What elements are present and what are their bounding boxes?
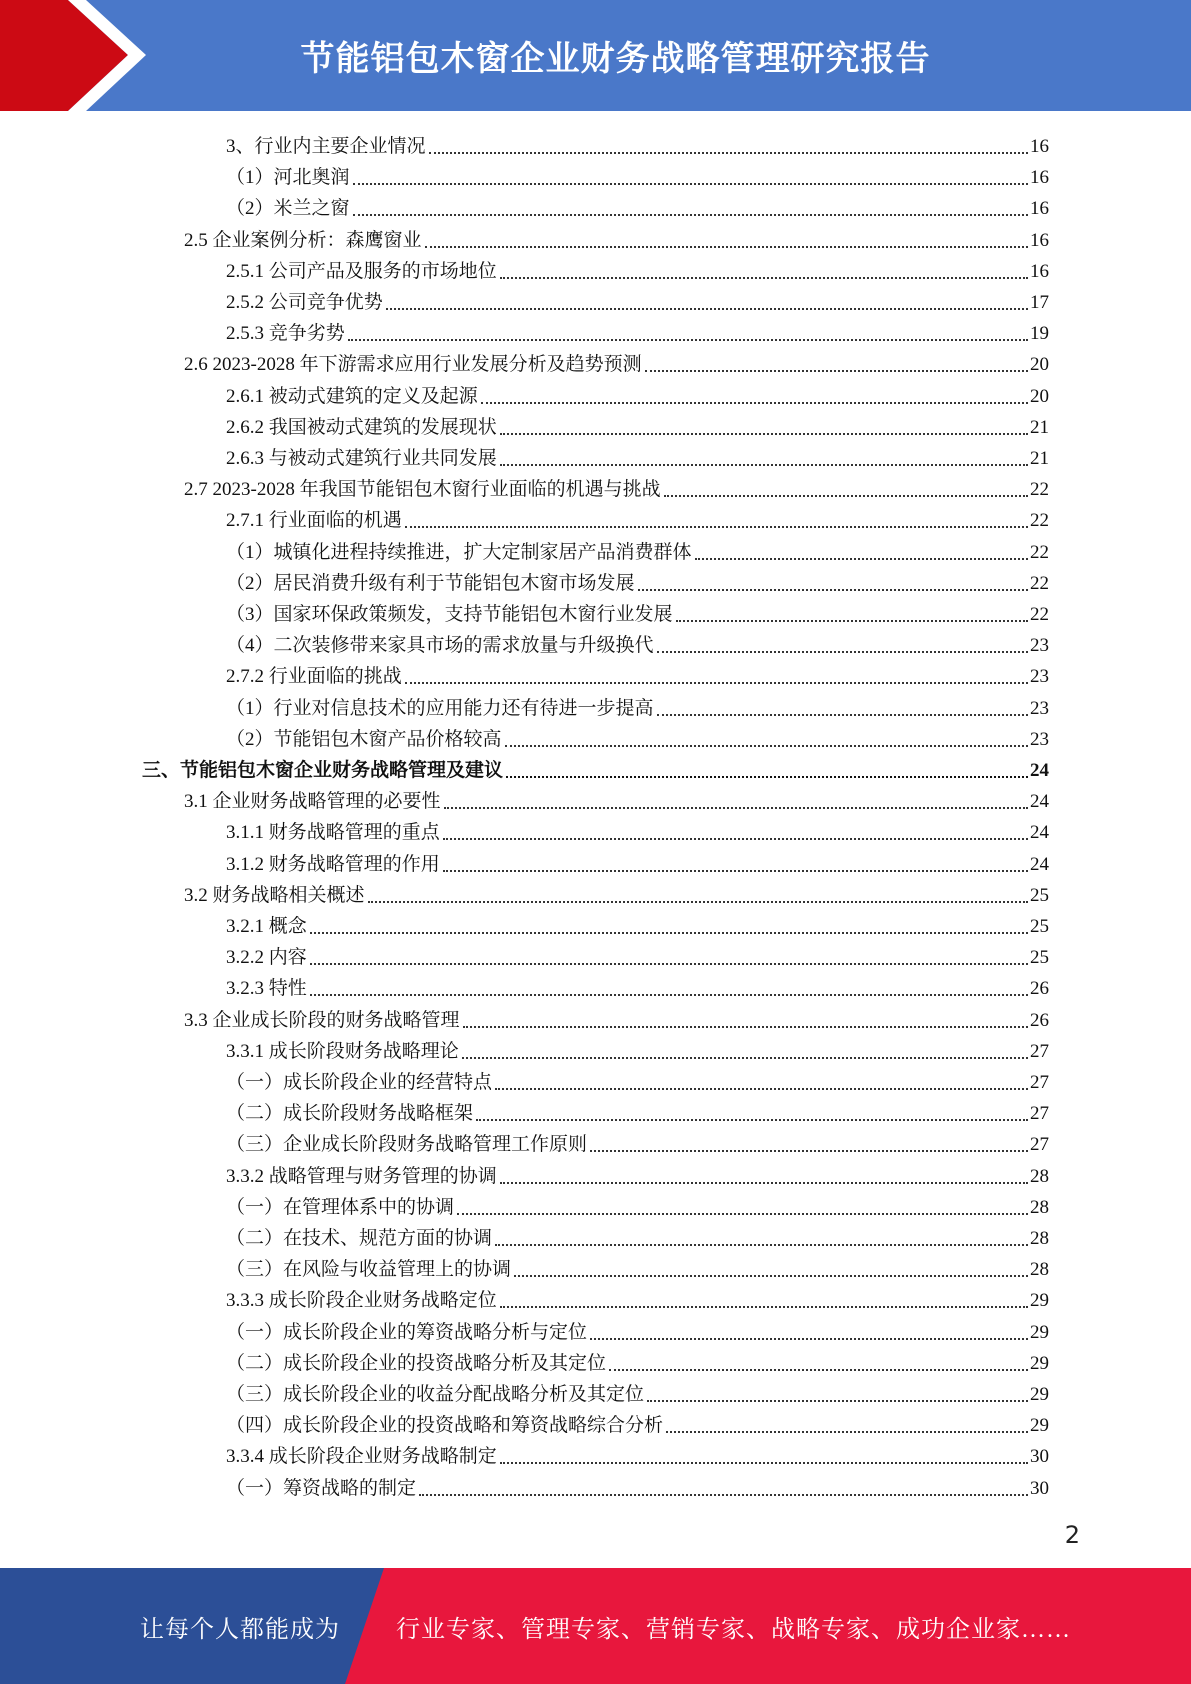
toc-dot-leader [481, 402, 1028, 404]
toc-dot-leader [353, 214, 1028, 216]
page-number: 2 [1064, 1521, 1080, 1549]
toc-entry-page: 27 [1030, 1134, 1049, 1156]
toc-entry-page: 22 [1030, 510, 1049, 532]
toc-entry-page: 29 [1030, 1384, 1049, 1405]
toc-dot-leader [500, 277, 1028, 279]
toc-entry[interactable] [226, 565, 1049, 596]
toc-dot-leader [443, 870, 1028, 872]
toc-entry[interactable] [226, 534, 1049, 565]
toc-entry[interactable] [226, 1126, 1049, 1157]
toc-entry-label: 3.3.2 战略管理与财务管理的协调 [226, 1165, 497, 1187]
toc-entry-label: 3.3 企业成长阶段的财务战略管理 [184, 1009, 460, 1031]
toc-entry-page: 26 [1030, 1009, 1049, 1031]
toc-entry[interactable] [226, 658, 1049, 689]
toc-dot-leader [463, 1026, 1028, 1028]
toc-entry-page: 29 [1030, 1321, 1049, 1343]
toc-entry-label: （一）成长阶段企业的筹资战略分析与定位 [226, 1321, 588, 1343]
toc-entry[interactable] [226, 1033, 1049, 1064]
toc-dot-leader [348, 339, 1028, 341]
toc-entry-page: 16 [1030, 136, 1049, 157]
toc-entry-page: 25 [1030, 947, 1049, 969]
toc-entry-label: 2.5.1 公司产品及服务的市场地位 [226, 260, 497, 282]
toc-entry[interactable] [184, 222, 1049, 253]
toc-entry[interactable] [184, 783, 1049, 814]
toc-entry[interactable] [226, 1470, 1049, 1501]
toc-entry-label: 3.1.1 财务战略管理的重点 [226, 822, 440, 844]
toc-entry[interactable] [226, 502, 1049, 533]
toc-entry-page: 29 [1030, 1290, 1049, 1312]
toc-entry-page: 22 [1030, 541, 1049, 563]
toc-entry[interactable] [226, 596, 1049, 627]
toc-entry[interactable] [226, 1189, 1049, 1220]
toc-entry-page: 19 [1030, 323, 1049, 345]
toc-dot-leader [590, 1338, 1028, 1340]
toc-entry[interactable] [226, 1220, 1049, 1251]
toc-entry-page: 16 [1030, 167, 1049, 189]
toc-entry[interactable] [226, 1345, 1049, 1376]
toc-dot-leader [609, 1369, 1028, 1371]
toc-entry-page: 29 [1030, 1352, 1049, 1374]
footer-slogan-right: 行业专家、管理专家、营销专家、战略专家、成功企业家…… [396, 1616, 1071, 1643]
toc-dot-leader [500, 464, 1028, 466]
toc-entry[interactable] [226, 1064, 1049, 1095]
toc-entry-label: 3.1 企业财务战略管理的必要性 [184, 791, 441, 813]
toc-entry-page: 22 [1030, 572, 1049, 594]
toc-entry-label: 3.2.3 特性 [226, 978, 307, 1000]
toc-entry[interactable] [184, 877, 1049, 908]
toc-entry[interactable] [226, 128, 1049, 159]
toc-entry-label: 3、行业内主要企业情况 [226, 136, 426, 157]
toc-entry-page: 20 [1030, 385, 1049, 407]
toc-entry[interactable] [226, 690, 1049, 721]
toc-entry-label: 2.5 企业案例分析：森鹰窗业 [184, 229, 422, 251]
toc-entry[interactable] [184, 346, 1049, 377]
toc-entry[interactable] [226, 1251, 1049, 1282]
toc-dot-leader [353, 183, 1028, 185]
toc-dot-leader [386, 308, 1028, 310]
toc-entry-label: 3.2.1 概念 [226, 916, 307, 937]
toc-entry-page: 23 [1030, 666, 1049, 688]
toc-entry-label: （一）在管理体系中的协调 [226, 1196, 455, 1218]
toc-entry[interactable] [226, 627, 1049, 658]
toc-entry[interactable] [226, 1438, 1049, 1469]
toc-dot-leader [444, 807, 1028, 809]
toc-entry[interactable] [226, 1376, 1049, 1407]
toc-entry-page: 27 [1030, 1040, 1049, 1062]
toc-entry[interactable] [226, 939, 1049, 970]
toc-entry[interactable] [142, 752, 1049, 783]
toc-entry-label: （二）在技术、规范方面的协调 [226, 1228, 493, 1249]
toc-entry-label: （1）河北奥润 [226, 167, 350, 189]
toc-entry-label: （二）成长阶段企业的投资战略分析及其定位 [226, 1352, 607, 1374]
toc-dot-leader [506, 776, 1028, 778]
toc-entry-page: 27 [1030, 1072, 1049, 1093]
toc-entry-label: （二）成长阶段财务战略框架 [226, 1103, 474, 1125]
toc-dot-leader [368, 901, 1028, 903]
toc-entry-label: 2.7.1 行业面临的机遇 [226, 510, 402, 532]
toc-entry-label: 2.7.2 行业面临的挑战 [226, 666, 402, 688]
toc-entry-label: 2.7 2023-2028 年我国节能铝包木窗行业面临的机遇与挑战 [184, 479, 661, 501]
toc-entry-page: 22 [1030, 604, 1049, 625]
toc-dot-leader [310, 932, 1028, 934]
toc-entry[interactable] [226, 846, 1049, 877]
toc-dot-leader [676, 620, 1028, 622]
toc-entry[interactable] [226, 1282, 1049, 1313]
toc-entry[interactable] [226, 721, 1049, 752]
toc-entry-label: 3.3.4 成长阶段企业财务战略制定 [226, 1446, 497, 1468]
toc-entry-page: 30 [1030, 1477, 1049, 1499]
toc-dot-leader [310, 963, 1028, 965]
toc-dot-leader [500, 433, 1028, 435]
report-title: 节能铝包木窗企业财务战略管理研究报告 [300, 39, 931, 79]
toc-entry-page: 24 [1030, 791, 1049, 813]
toc-entry-page: 24 [1030, 760, 1049, 781]
toc-dot-leader [462, 1057, 1028, 1059]
toc-dot-leader [657, 714, 1028, 716]
toc-dot-leader [405, 682, 1028, 684]
toc-entry-page: 27 [1030, 1103, 1049, 1125]
toc-dot-leader [590, 1150, 1028, 1152]
toc-entry[interactable] [226, 409, 1049, 440]
toc-entry-label: （三）在风险与收益管理上的协调 [226, 1259, 512, 1281]
toc-entry-page: 28 [1030, 1196, 1049, 1218]
toc-entry-page: 23 [1030, 728, 1049, 750]
toc-entry-label: （1）城镇化进程持续推进，扩大定制家居产品消费群体 [226, 541, 692, 563]
toc-entry[interactable] [226, 1095, 1049, 1126]
toc-entry-page: 26 [1030, 978, 1049, 1000]
toc-dot-leader [310, 994, 1028, 996]
toc-entry[interactable] [226, 378, 1049, 409]
toc-entry[interactable] [226, 1158, 1049, 1189]
footer-slogan-left: 让每个人都能成为 [140, 1616, 340, 1643]
toc-dot-leader [419, 1494, 1028, 1496]
toc-entry-page: 29 [1030, 1415, 1049, 1437]
toc-entry-label: （2）节能铝包木窗产品价格较高 [226, 728, 502, 750]
toc-entry[interactable] [226, 1314, 1049, 1345]
toc-dot-leader [476, 1119, 1028, 1121]
toc-entry-label: 3.3.1 成长阶段财务战略理论 [226, 1040, 459, 1062]
toc-dot-leader [495, 1088, 1028, 1090]
toc-dot-leader [443, 838, 1028, 840]
toc-entry-label: 2.5.3 竞争劣势 [226, 323, 345, 345]
toc-entry[interactable] [226, 190, 1049, 221]
toc-entry-page: 20 [1030, 354, 1049, 376]
toc-entry-page: 24 [1030, 853, 1049, 875]
toc-entry-page: 25 [1030, 884, 1049, 906]
toc-dot-leader [647, 1400, 1028, 1402]
toc-dot-leader [664, 495, 1028, 497]
toc-entry-label: （一）成长阶段企业的经营特点 [226, 1072, 493, 1093]
toc-entry-label: （四）成长阶段企业的投资战略和筹资战略综合分析 [226, 1415, 664, 1437]
toc-dot-leader [495, 1244, 1028, 1246]
toc-dot-leader [425, 246, 1028, 248]
toc-entry[interactable] [226, 440, 1049, 471]
toc-dot-leader [505, 745, 1028, 747]
toc-entry-label: 3.1.2 财务战略管理的作用 [226, 853, 440, 875]
toc-dot-leader [500, 1462, 1028, 1464]
toc-entry-label: 3.2 财务战略相关概述 [184, 884, 365, 906]
toc-entry-label: 2.6 2023-2028 年下游需求应用行业发展分析及趋势预测 [184, 354, 642, 376]
toc-dot-leader [657, 651, 1028, 653]
toc-entry-label: （一）筹资战略的制定 [226, 1477, 417, 1499]
toc-entry-page: 30 [1030, 1446, 1049, 1468]
toc-entry-page: 21 [1030, 448, 1049, 469]
toc-dot-leader [500, 1182, 1028, 1184]
toc-entry-label: （1）行业对信息技术的应用能力还有待进一步提高 [226, 697, 654, 719]
toc-dot-leader [645, 370, 1028, 372]
toc-dot-leader [429, 152, 1028, 154]
toc-entry-page: 17 [1030, 292, 1049, 313]
toc-entry-page: 16 [1030, 198, 1049, 220]
toc-dot-leader [405, 526, 1028, 528]
footer-banner [0, 1568, 1191, 1684]
toc-entry-label: （三）企业成长阶段财务战略管理工作原则 [226, 1134, 588, 1156]
toc-entry-page: 25 [1030, 916, 1049, 937]
toc-dot-leader [500, 1306, 1028, 1308]
toc-entry[interactable] [226, 814, 1049, 845]
toc-entry[interactable] [184, 1002, 1049, 1033]
toc-dot-leader [638, 589, 1028, 591]
toc-entry-page: 21 [1030, 416, 1049, 438]
toc-entry[interactable] [226, 908, 1049, 939]
toc-entry-label: 3.2.2 内容 [226, 947, 307, 969]
toc-entry[interactable] [226, 1407, 1049, 1438]
toc-entry-label: 2.5.2 公司竞争优势 [226, 292, 383, 313]
toc-entry-label: （2）居民消费升级有利于节能铝包木窗市场发展 [226, 572, 635, 594]
toc-entry-page: 23 [1030, 697, 1049, 719]
toc-entry-page: 16 [1030, 260, 1049, 282]
toc-dot-leader [666, 1431, 1028, 1433]
toc-entry-label: （三）成长阶段企业的收益分配战略分析及其定位 [226, 1384, 645, 1405]
toc-entry-label: 3.3.3 成长阶段企业财务战略定位 [226, 1290, 497, 1312]
toc-entry-label: 2.6.3 与被动式建筑行业共同发展 [226, 448, 497, 469]
toc-entry-page: 23 [1030, 635, 1049, 657]
toc-entry-label: 三、节能铝包木窗企业财务战略管理及建议 [142, 760, 504, 781]
toc-entry[interactable] [226, 284, 1049, 315]
toc-entry-label: 2.6.1 被动式建筑的定义及起源 [226, 385, 478, 407]
toc-entry[interactable] [226, 253, 1049, 284]
toc-dot-leader [457, 1213, 1028, 1215]
toc-dot-leader [695, 558, 1028, 560]
report-header [0, 0, 1191, 111]
toc-entry[interactable] [226, 970, 1049, 1001]
toc-entry-page: 28 [1030, 1259, 1049, 1281]
toc-entry-label: 2.6.2 我国被动式建筑的发展现状 [226, 416, 497, 438]
toc-entry-label: （2）米兰之窗 [226, 198, 350, 220]
toc-entry-label: （4）二次装修带来家具市场的需求放量与升级换代 [226, 635, 654, 657]
toc-entry-page: 28 [1030, 1228, 1049, 1249]
toc-dot-leader [514, 1275, 1028, 1277]
toc-entry-page: 28 [1030, 1165, 1049, 1187]
toc-entry[interactable] [184, 471, 1049, 502]
toc-entry[interactable] [226, 159, 1049, 190]
toc-entry-label: （3）国家环保政策频发，支持节能铝包木窗行业发展 [226, 604, 673, 625]
red-chevron-icon [0, 0, 150, 111]
toc-entry-page: 24 [1030, 822, 1049, 844]
toc-entry[interactable] [226, 315, 1049, 346]
toc-entry-page: 22 [1030, 479, 1049, 501]
toc-entry-page: 16 [1030, 229, 1049, 251]
